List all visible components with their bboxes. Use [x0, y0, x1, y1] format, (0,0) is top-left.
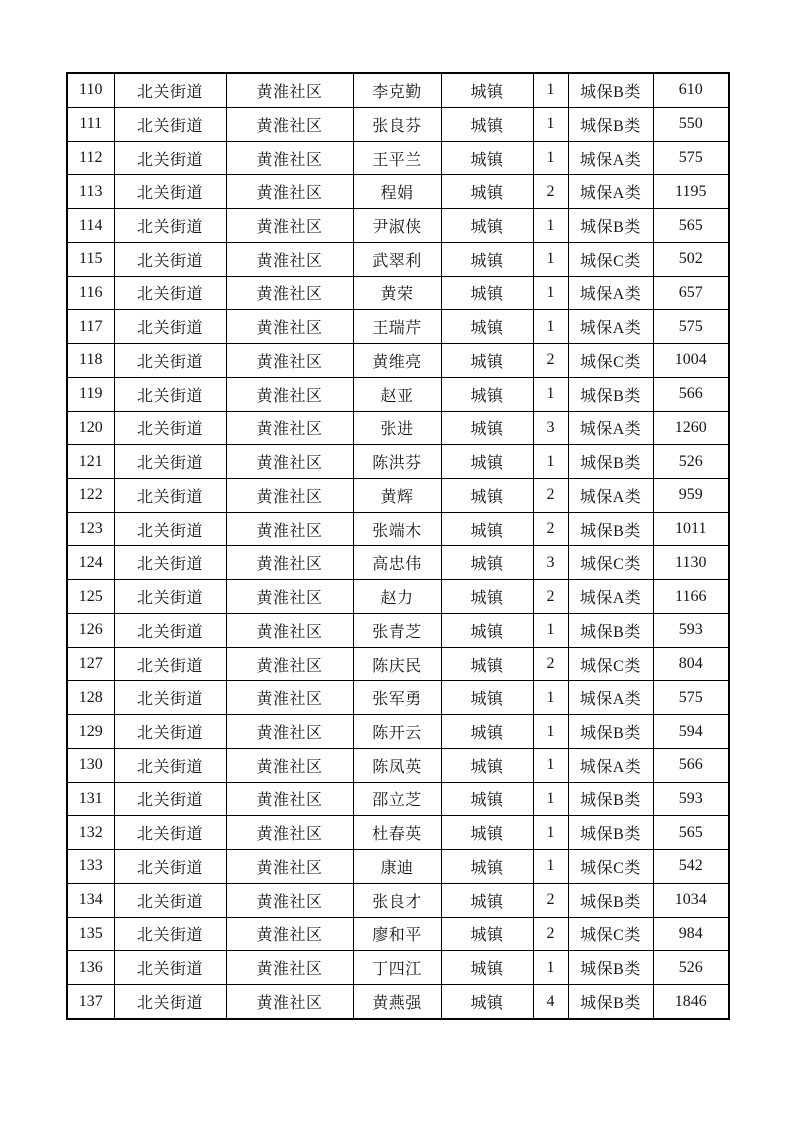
cell-amount: 959	[653, 479, 729, 513]
cell-person-name: 张良芬	[353, 107, 441, 141]
cell-person-name: 张良才	[353, 883, 441, 917]
cell-person-count: 2	[533, 580, 568, 614]
cell-residence-type: 城镇	[441, 479, 533, 513]
cell-residence-type: 城镇	[441, 175, 533, 209]
cell-residence-type: 城镇	[441, 681, 533, 715]
cell-person-name: 陈凤英	[353, 748, 441, 782]
cell-category: 城保B类	[568, 715, 653, 749]
cell-street: 北关街道	[114, 73, 226, 107]
cell-amount: 575	[653, 681, 729, 715]
cell-category: 城保B类	[568, 377, 653, 411]
cell-community: 黄淮社区	[226, 512, 353, 546]
cell-serial: 117	[67, 310, 114, 344]
cell-category: 城保A类	[568, 479, 653, 513]
cell-serial: 113	[67, 175, 114, 209]
cell-person-name: 陈开云	[353, 715, 441, 749]
cell-amount: 610	[653, 73, 729, 107]
cell-residence-type: 城镇	[441, 512, 533, 546]
cell-street: 北关街道	[114, 917, 226, 951]
cell-person-count: 2	[533, 479, 568, 513]
cell-person-name: 黄燕强	[353, 985, 441, 1019]
cell-community: 黄淮社区	[226, 479, 353, 513]
cell-serial: 115	[67, 242, 114, 276]
cell-amount: 593	[653, 613, 729, 647]
cell-person-name: 王平兰	[353, 141, 441, 175]
benefits-table	[66, 72, 730, 1020]
cell-person-name: 黄荣	[353, 276, 441, 310]
cell-person-name: 丁四江	[353, 951, 441, 985]
table-row	[67, 715, 729, 749]
table-row	[67, 276, 729, 310]
cell-person-name: 王瑞芹	[353, 310, 441, 344]
cell-residence-type: 城镇	[441, 276, 533, 310]
cell-community: 黄淮社区	[226, 951, 353, 985]
table-row	[67, 73, 729, 107]
cell-street: 北关街道	[114, 580, 226, 614]
cell-street: 北关街道	[114, 209, 226, 243]
cell-category: 城保B类	[568, 73, 653, 107]
cell-person-count: 3	[533, 411, 568, 445]
cell-amount: 1034	[653, 883, 729, 917]
table-row	[67, 141, 729, 175]
cell-street: 北关街道	[114, 377, 226, 411]
cell-category: 城保A类	[568, 141, 653, 175]
cell-residence-type: 城镇	[441, 546, 533, 580]
cell-community: 黄淮社区	[226, 681, 353, 715]
cell-category: 城保C类	[568, 917, 653, 951]
cell-category: 城保C类	[568, 546, 653, 580]
table-row	[67, 242, 729, 276]
cell-serial: 112	[67, 141, 114, 175]
cell-residence-type: 城镇	[441, 985, 533, 1019]
table-row	[67, 175, 729, 209]
cell-serial: 133	[67, 850, 114, 884]
cell-person-count: 1	[533, 445, 568, 479]
table-row	[67, 647, 729, 681]
cell-residence-type: 城镇	[441, 917, 533, 951]
cell-community: 黄淮社区	[226, 242, 353, 276]
cell-person-name: 赵力	[353, 580, 441, 614]
cell-person-name: 武翠利	[353, 242, 441, 276]
cell-amount: 593	[653, 782, 729, 816]
table-row	[67, 850, 729, 884]
cell-amount: 565	[653, 816, 729, 850]
cell-serial: 127	[67, 647, 114, 681]
cell-amount: 1011	[653, 512, 729, 546]
cell-street: 北关街道	[114, 546, 226, 580]
cell-serial: 137	[67, 985, 114, 1019]
cell-person-name: 黄维亮	[353, 344, 441, 378]
cell-street: 北关街道	[114, 816, 226, 850]
cell-amount: 984	[653, 917, 729, 951]
cell-category: 城保B类	[568, 816, 653, 850]
table-row	[67, 748, 729, 782]
cell-community: 黄淮社区	[226, 647, 353, 681]
cell-person-count: 1	[533, 141, 568, 175]
cell-residence-type: 城镇	[441, 242, 533, 276]
cell-person-name: 康迪	[353, 850, 441, 884]
table-row	[67, 883, 729, 917]
cell-serial: 134	[67, 883, 114, 917]
table-row	[67, 377, 729, 411]
cell-street: 北关街道	[114, 107, 226, 141]
cell-amount: 566	[653, 377, 729, 411]
cell-street: 北关街道	[114, 850, 226, 884]
cell-residence-type: 城镇	[441, 782, 533, 816]
table-row	[67, 512, 729, 546]
cell-serial: 111	[67, 107, 114, 141]
cell-street: 北关街道	[114, 445, 226, 479]
cell-residence-type: 城镇	[441, 715, 533, 749]
cell-category: 城保A类	[568, 175, 653, 209]
cell-community: 黄淮社区	[226, 276, 353, 310]
cell-category: 城保B类	[568, 209, 653, 243]
cell-serial: 110	[67, 73, 114, 107]
cell-street: 北关街道	[114, 242, 226, 276]
cell-person-count: 4	[533, 985, 568, 1019]
cell-community: 黄淮社区	[226, 107, 353, 141]
cell-category: 城保B类	[568, 512, 653, 546]
cell-person-count: 1	[533, 715, 568, 749]
cell-community: 黄淮社区	[226, 310, 353, 344]
cell-residence-type: 城镇	[441, 951, 533, 985]
cell-serial: 119	[67, 377, 114, 411]
cell-community: 黄淮社区	[226, 411, 353, 445]
cell-residence-type: 城镇	[441, 580, 533, 614]
cell-community: 黄淮社区	[226, 613, 353, 647]
table-row	[67, 681, 729, 715]
cell-amount: 1166	[653, 580, 729, 614]
cell-serial: 114	[67, 209, 114, 243]
table-row	[67, 445, 729, 479]
cell-street: 北关街道	[114, 310, 226, 344]
cell-category: 城保A类	[568, 310, 653, 344]
cell-serial: 132	[67, 816, 114, 850]
cell-amount: 502	[653, 242, 729, 276]
cell-street: 北关街道	[114, 175, 226, 209]
cell-community: 黄淮社区	[226, 580, 353, 614]
table-row	[67, 546, 729, 580]
cell-community: 黄淮社区	[226, 73, 353, 107]
cell-serial: 128	[67, 681, 114, 715]
cell-serial: 118	[67, 344, 114, 378]
cell-amount: 542	[653, 850, 729, 884]
cell-street: 北关街道	[114, 344, 226, 378]
cell-person-name: 张军勇	[353, 681, 441, 715]
cell-street: 北关街道	[114, 141, 226, 175]
cell-person-count: 1	[533, 377, 568, 411]
cell-community: 黄淮社区	[226, 546, 353, 580]
cell-person-name: 高忠伟	[353, 546, 441, 580]
cell-serial: 121	[67, 445, 114, 479]
cell-amount: 594	[653, 715, 729, 749]
cell-person-name: 张青芝	[353, 613, 441, 647]
cell-person-name: 廖和平	[353, 917, 441, 951]
cell-community: 黄淮社区	[226, 748, 353, 782]
cell-community: 黄淮社区	[226, 985, 353, 1019]
table-row	[67, 951, 729, 985]
cell-community: 黄淮社区	[226, 850, 353, 884]
cell-street: 北关街道	[114, 951, 226, 985]
cell-serial: 126	[67, 613, 114, 647]
cell-street: 北关街道	[114, 883, 226, 917]
cell-residence-type: 城镇	[441, 748, 533, 782]
cell-person-name: 杜春英	[353, 816, 441, 850]
cell-person-count: 1	[533, 951, 568, 985]
cell-person-count: 2	[533, 344, 568, 378]
cell-amount: 804	[653, 647, 729, 681]
cell-community: 黄淮社区	[226, 782, 353, 816]
cell-serial: 123	[67, 512, 114, 546]
cell-serial: 116	[67, 276, 114, 310]
cell-category: 城保A类	[568, 748, 653, 782]
table-row	[67, 344, 729, 378]
cell-street: 北关街道	[114, 411, 226, 445]
cell-person-count: 1	[533, 613, 568, 647]
cell-residence-type: 城镇	[441, 445, 533, 479]
cell-community: 黄淮社区	[226, 344, 353, 378]
cell-category: 城保B类	[568, 613, 653, 647]
table-row	[67, 917, 729, 951]
cell-person-name: 尹淑侠	[353, 209, 441, 243]
cell-person-count: 2	[533, 175, 568, 209]
table-row	[67, 985, 729, 1019]
cell-residence-type: 城镇	[441, 310, 533, 344]
cell-amount: 566	[653, 748, 729, 782]
cell-residence-type: 城镇	[441, 141, 533, 175]
cell-residence-type: 城镇	[441, 73, 533, 107]
cell-community: 黄淮社区	[226, 141, 353, 175]
cell-person-name: 陈洪芬	[353, 445, 441, 479]
cell-category: 城保B类	[568, 445, 653, 479]
cell-amount: 565	[653, 209, 729, 243]
cell-street: 北关街道	[114, 748, 226, 782]
cell-serial: 129	[67, 715, 114, 749]
cell-amount: 657	[653, 276, 729, 310]
cell-category: 城保C类	[568, 647, 653, 681]
cell-person-count: 1	[533, 107, 568, 141]
cell-person-name: 程娟	[353, 175, 441, 209]
cell-amount: 575	[653, 141, 729, 175]
cell-person-count: 1	[533, 73, 568, 107]
cell-serial: 122	[67, 479, 114, 513]
cell-amount: 550	[653, 107, 729, 141]
cell-residence-type: 城镇	[441, 850, 533, 884]
cell-community: 黄淮社区	[226, 816, 353, 850]
cell-serial: 135	[67, 917, 114, 951]
cell-street: 北关街道	[114, 512, 226, 546]
cell-residence-type: 城镇	[441, 344, 533, 378]
cell-category: 城保A类	[568, 681, 653, 715]
cell-amount: 1004	[653, 344, 729, 378]
cell-amount: 526	[653, 445, 729, 479]
cell-amount: 526	[653, 951, 729, 985]
cell-person-count: 2	[533, 512, 568, 546]
table-row	[67, 107, 729, 141]
cell-residence-type: 城镇	[441, 377, 533, 411]
cell-person-count: 2	[533, 647, 568, 681]
cell-category: 城保B类	[568, 985, 653, 1019]
cell-community: 黄淮社区	[226, 715, 353, 749]
cell-category: 城保C类	[568, 344, 653, 378]
cell-street: 北关街道	[114, 681, 226, 715]
cell-amount: 1130	[653, 546, 729, 580]
cell-serial: 125	[67, 580, 114, 614]
cell-street: 北关街道	[114, 276, 226, 310]
cell-community: 黄淮社区	[226, 883, 353, 917]
table-row	[67, 782, 729, 816]
cell-person-name: 黄辉	[353, 479, 441, 513]
cell-serial: 130	[67, 748, 114, 782]
cell-amount: 575	[653, 310, 729, 344]
cell-person-count: 1	[533, 242, 568, 276]
cell-person-name: 陈庆民	[353, 647, 441, 681]
cell-person-count: 1	[533, 816, 568, 850]
cell-community: 黄淮社区	[226, 209, 353, 243]
cell-category: 城保B类	[568, 951, 653, 985]
cell-street: 北关街道	[114, 715, 226, 749]
cell-community: 黄淮社区	[226, 917, 353, 951]
cell-person-count: 1	[533, 310, 568, 344]
cell-serial: 124	[67, 546, 114, 580]
cell-community: 黄淮社区	[226, 445, 353, 479]
cell-category: 城保A类	[568, 411, 653, 445]
cell-community: 黄淮社区	[226, 377, 353, 411]
cell-residence-type: 城镇	[441, 209, 533, 243]
cell-serial: 136	[67, 951, 114, 985]
cell-person-name: 李克勤	[353, 73, 441, 107]
cell-serial: 120	[67, 411, 114, 445]
cell-person-count: 3	[533, 546, 568, 580]
cell-person-count: 1	[533, 276, 568, 310]
cell-person-count: 1	[533, 850, 568, 884]
cell-person-count: 2	[533, 883, 568, 917]
cell-person-name: 邵立芝	[353, 782, 441, 816]
table-row	[67, 209, 729, 243]
cell-residence-type: 城镇	[441, 883, 533, 917]
cell-street: 北关街道	[114, 985, 226, 1019]
cell-category: 城保B类	[568, 107, 653, 141]
cell-category: 城保C类	[568, 242, 653, 276]
cell-person-name: 张端木	[353, 512, 441, 546]
cell-category: 城保A类	[568, 276, 653, 310]
table-row	[67, 310, 729, 344]
cell-amount: 1846	[653, 985, 729, 1019]
cell-person-count: 1	[533, 209, 568, 243]
cell-category: 城保B类	[568, 782, 653, 816]
cell-street: 北关街道	[114, 613, 226, 647]
cell-category: 城保C类	[568, 850, 653, 884]
cell-person-name: 张进	[353, 411, 441, 445]
table-row	[67, 479, 729, 513]
cell-person-count: 2	[533, 917, 568, 951]
cell-residence-type: 城镇	[441, 411, 533, 445]
cell-community: 黄淮社区	[226, 175, 353, 209]
table-row	[67, 580, 729, 614]
cell-serial: 131	[67, 782, 114, 816]
cell-residence-type: 城镇	[441, 647, 533, 681]
cell-amount: 1195	[653, 175, 729, 209]
cell-person-name: 赵亚	[353, 377, 441, 411]
table-row	[67, 816, 729, 850]
cell-street: 北关街道	[114, 647, 226, 681]
cell-category: 城保B类	[568, 883, 653, 917]
cell-amount: 1260	[653, 411, 729, 445]
cell-person-count: 1	[533, 782, 568, 816]
table-row	[67, 613, 729, 647]
table-row	[67, 411, 729, 445]
cell-residence-type: 城镇	[441, 107, 533, 141]
cell-person-count: 1	[533, 748, 568, 782]
cell-category: 城保A类	[568, 580, 653, 614]
cell-residence-type: 城镇	[441, 816, 533, 850]
cell-person-count: 1	[533, 681, 568, 715]
cell-residence-type: 城镇	[441, 613, 533, 647]
table-body	[67, 73, 729, 1019]
cell-street: 北关街道	[114, 479, 226, 513]
cell-street: 北关街道	[114, 782, 226, 816]
